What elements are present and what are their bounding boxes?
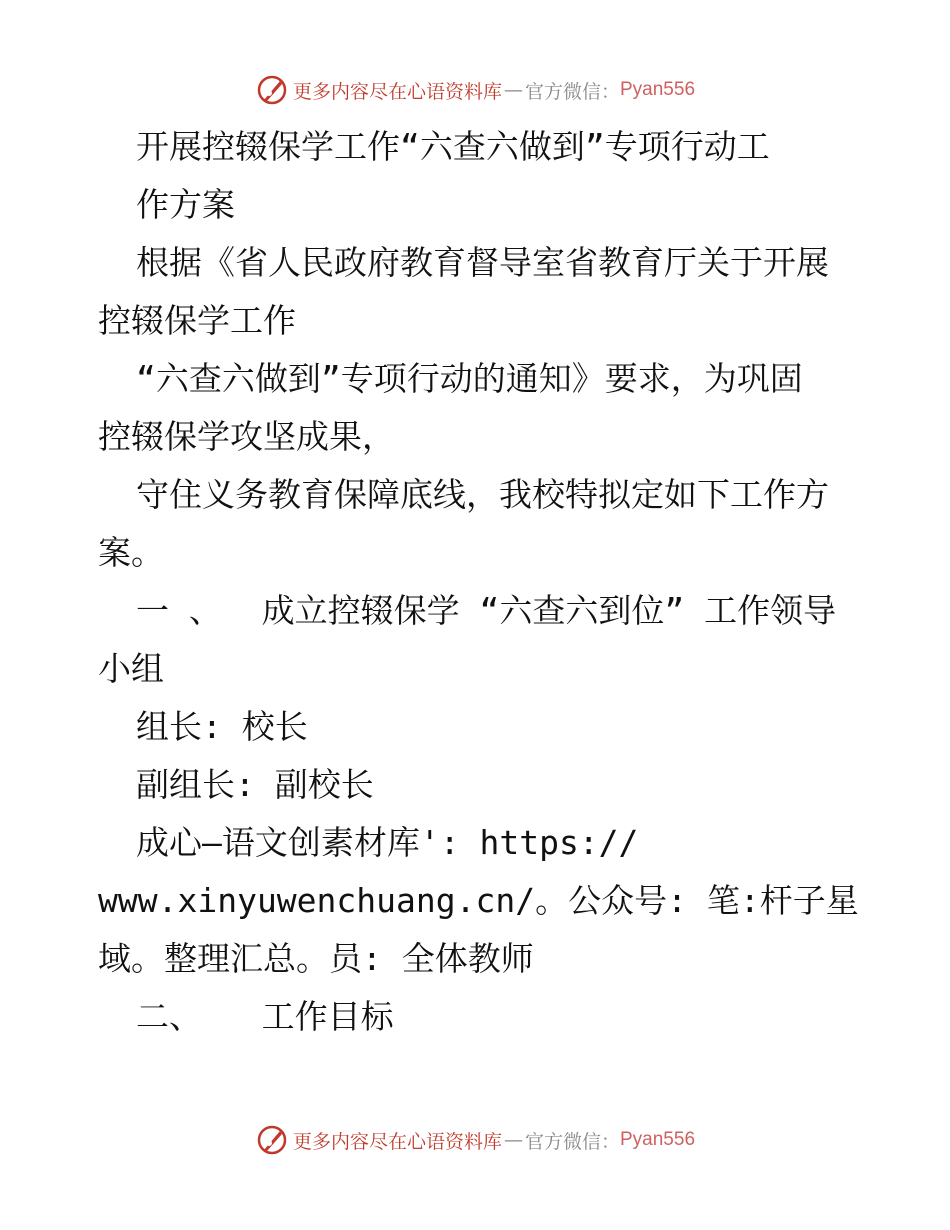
- footer-promo-text: 更多内容尽在心语资料库: [292, 1130, 502, 1153]
- doc-title-line-1: 开展控辍保学工作“六查六做到”专项行动工: [136, 127, 770, 166]
- doc-paragraph-line: 根据《省人民政府教育督导室省教育厅关于开展: [136, 243, 829, 282]
- doc-title-line-2: 作方案: [136, 185, 235, 224]
- section-heading-1-cont: 小组: [98, 649, 164, 688]
- header-watermark-banner: [0, 70, 950, 110]
- footer-watermark-banner: [0, 1120, 950, 1160]
- document-body: [98, 118, 858, 1046]
- doc-paragraph-line: 守住义务教育保障底线，我校特拟定如下工作方: [136, 475, 829, 514]
- doc-paragraph-line: 案。: [98, 533, 164, 572]
- leader-line: 组长: 校长: [136, 707, 308, 746]
- deputy-leader-line: 副组长: 副校长: [136, 765, 374, 804]
- quill-logo-icon: [255, 73, 289, 107]
- doc-paragraph-line: “六查六做到”专项行动的通知》要求，为巩固: [136, 359, 803, 398]
- header-wechat-label: 官方微信：: [524, 80, 620, 103]
- quill-logo-icon: [255, 1123, 289, 1157]
- footer-wechat-id: Pyan556: [620, 1129, 696, 1150]
- footer-separator: —: [503, 1129, 523, 1151]
- section-heading-1: 一 、 成立控辍保学 “六查六到位” 工作领导: [136, 591, 837, 630]
- members-line-cont: www.xinyuwenchuang.cn/。公众号: 笔:杆子星: [98, 881, 859, 920]
- header-separator: —: [503, 79, 523, 101]
- members-line: 成心—语文创素材库': https://: [136, 823, 639, 862]
- members-line-cont: 域。整理汇总。员: 全体教师: [98, 939, 534, 978]
- header-promo-text: 更多内容尽在心语资料库: [292, 80, 502, 103]
- header-wechat-id: Pyan556: [620, 79, 696, 100]
- doc-paragraph-line: 控辍保学攻坚成果，: [98, 417, 395, 456]
- section-heading-2: 二、 工作目标: [136, 997, 394, 1036]
- footer-wechat-label: 官方微信：: [524, 1130, 620, 1153]
- doc-paragraph-line: 控辍保学工作: [98, 301, 296, 340]
